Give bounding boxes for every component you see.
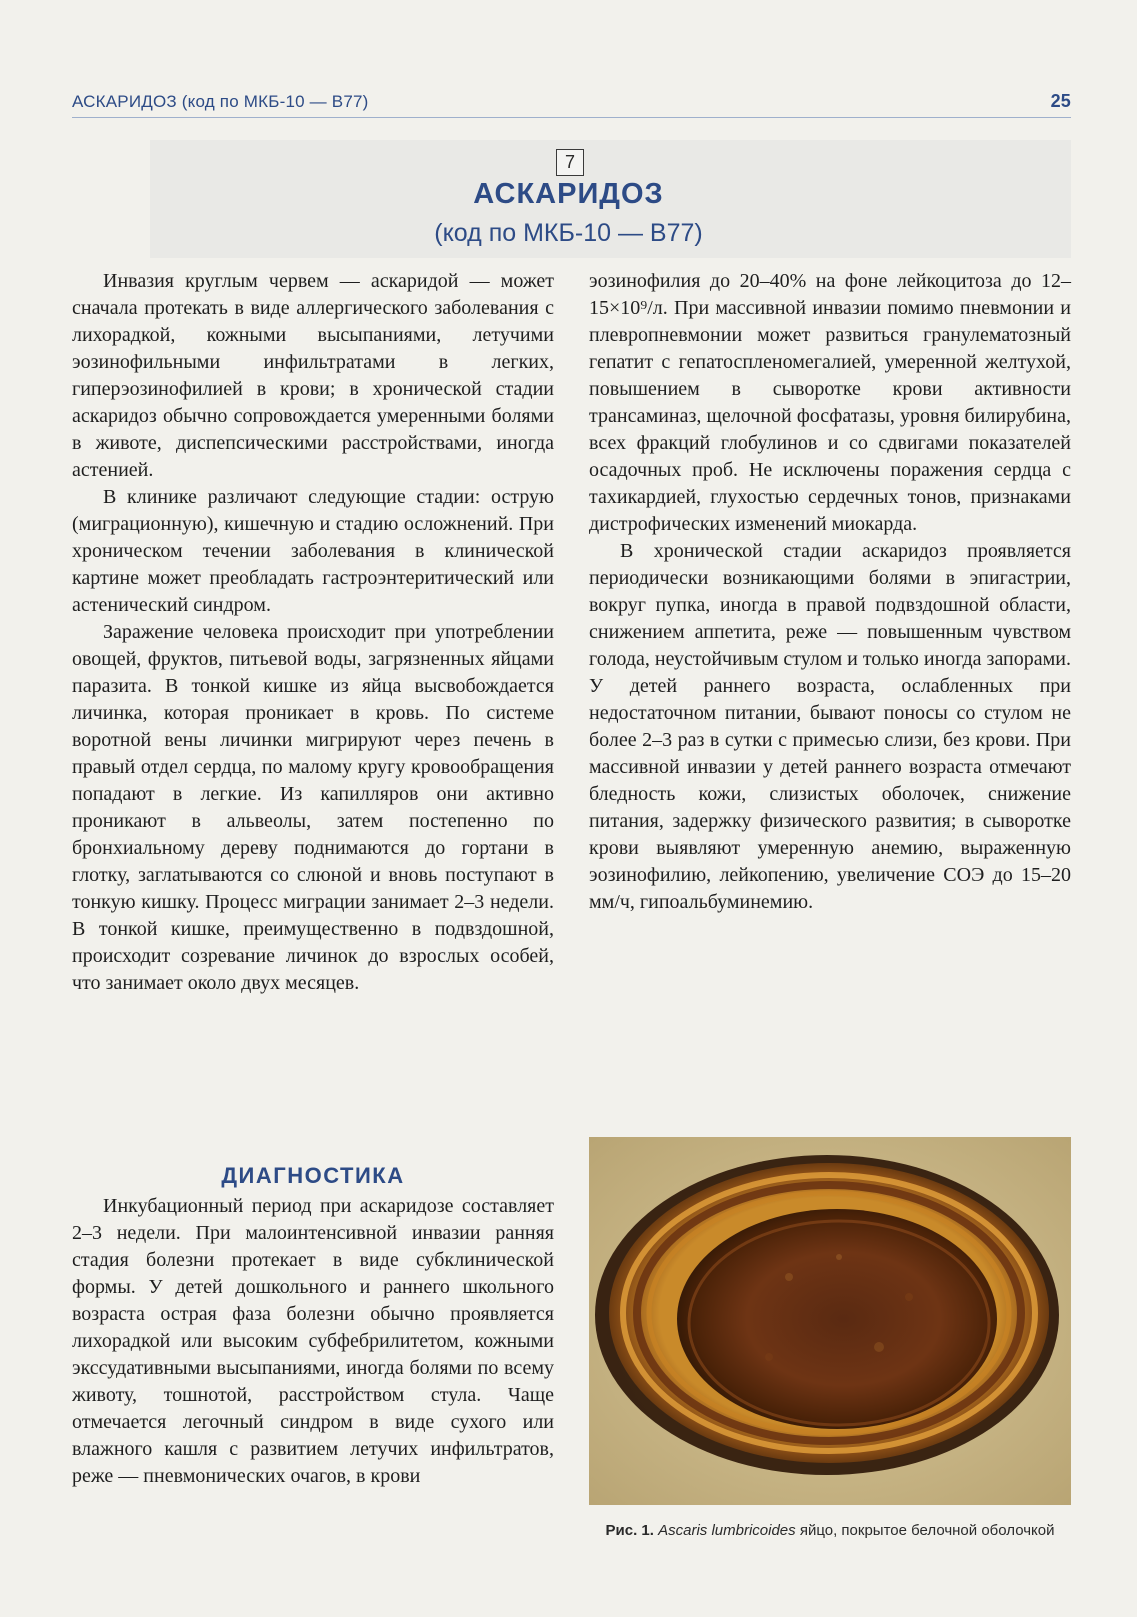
left-column xyxy=(72,268,554,997)
page-number: 25 xyxy=(1050,91,1071,111)
running-head-title: АСКАРИДОЗ (код по МКБ-10 — В77) xyxy=(72,92,369,111)
section-heading-diagnostics: ДИАГНОСТИКА xyxy=(221,1163,405,1188)
body-paragraph: Инкубационный период при аскаридозе составляет 2–3 недели. При малоинтенсивной инвазии ранняя стадия болезни протекает в виде субклинической формы. У детей дошкольного и раннего школьного возраста острая фаза болезни обычно проявляется лихорадкой или высоким субфебрилитетом, кожными экссудативными высыпаниями, иногда болями по всему животу, тошнотой, расстройством стула. Чаще отмечается легочный синдром в виде сухого или влажного кашля с развитием летучих инфильтратов, реже — пневмонических очагов, в крови xyxy=(72,1195,554,1487)
body-paragraph: эозинофилия до 20–40% на фоне лейкоцитоза до 12–15×10⁹/л. При массивной инвазии помимо пневмонии и плевропневмонии может развиться гранулематозный гепатит с гепатоспленомегалией, умеренной желтухой, повышением в сыворотке крови активности трансаминаз, щелочной фосфатазы, уровня билирубина, всех фракций глобулинов и со сдвигами показателей осадочных проб. Не исключены поражения сердца с тахикардией, глухостью сердечных тонов, признаками дистрофических изменений миокарда. xyxy=(589,270,1071,535)
figure-ascaris-egg xyxy=(589,1137,1071,1505)
chapter-subtitle: (код по МКБ-10 — В77) xyxy=(434,219,703,247)
chapter-title: АСКАРИДОЗ xyxy=(473,178,664,210)
figure-caption xyxy=(589,1522,1071,1539)
body-paragraph: В хронической стадии аскаридоз проявляется периодически возникающими болями в эпигастрии, вокруг пупка, иногда в правой подвздошной области, снижением аппетита, реже — повышенным чувством голода, неустойчивым стулом и только иногда запорами. У детей раннего возраста, ослабленных при недостаточном питании, бывают поносы со стулом не более 2–3 раз в сутки с примесью слизи, без крови. При массивной инвазии у детей раннего возраста отмечают бледность кожи, слизистых оболочек, снижение питания, задержку физического развития; в сыворотке крови выявляют умеренную анемию, выраженную эозинофилию, лейкопению, увеличение СОЭ до 15–20 мм/ч, гипоальбуминемию. xyxy=(589,540,1071,913)
body-paragraph: Инвазия круглым червем — аскаридой — может сначала протекать в виде аллергического заболевания с лихорадкой, кожными высыпаниями, летучими эозинофильными инфильтратами в легких, гиперэозинофилией в крови; в хронической стадии аскаридоз обычно сопровождается умеренными болями в животе, диспепсическими расстройствами, иногда астенией. xyxy=(72,270,554,481)
chapter-number-badge: 7 xyxy=(556,149,584,176)
figure-species: Ascaris lumbricoides xyxy=(658,1522,796,1539)
header-divider xyxy=(72,117,1071,118)
micrograph-image xyxy=(589,1137,1071,1505)
figure-description: яйцо, покрытое белочной оболочкой xyxy=(799,1522,1055,1539)
diagnostics-text xyxy=(72,1193,554,1490)
body-paragraph: В клинике различают следующие стадии: острую (миграционную), кишечную и стадию осложнений. При хроническом течении заболевания в клинической картине может преобладать гастроэнтеритический или астенический синдром. xyxy=(72,486,554,616)
figure-label: Рис. 1. xyxy=(605,1522,654,1539)
running-head xyxy=(72,92,1071,112)
right-column xyxy=(589,268,1071,916)
body-paragraph: Заражение человека происходит при употреблении овощей, фруктов, питьевой воды, загрязненных яйцами паразита. В тонкой кишке из яйца высвобождается личинка, которая проникает в кровь. По системе воротной вены личинки мигрируют через печень в правый отдел сердца, по малому кругу кровообращения попадают в легкие. Из капилляров они активно проникают в альвеолы, затем постепенно по бронхиальному дереву поднимаются до гортани в глотку, заглатываются со слюной и вновь поступают в тонкую кишку. Процесс миграции занимает 2–3 недели. В тонкой кишке, преимущественно в подвздошной, происходит созревание личинок до взрослых особей, что занимает около двух месяцев. xyxy=(72,621,554,994)
